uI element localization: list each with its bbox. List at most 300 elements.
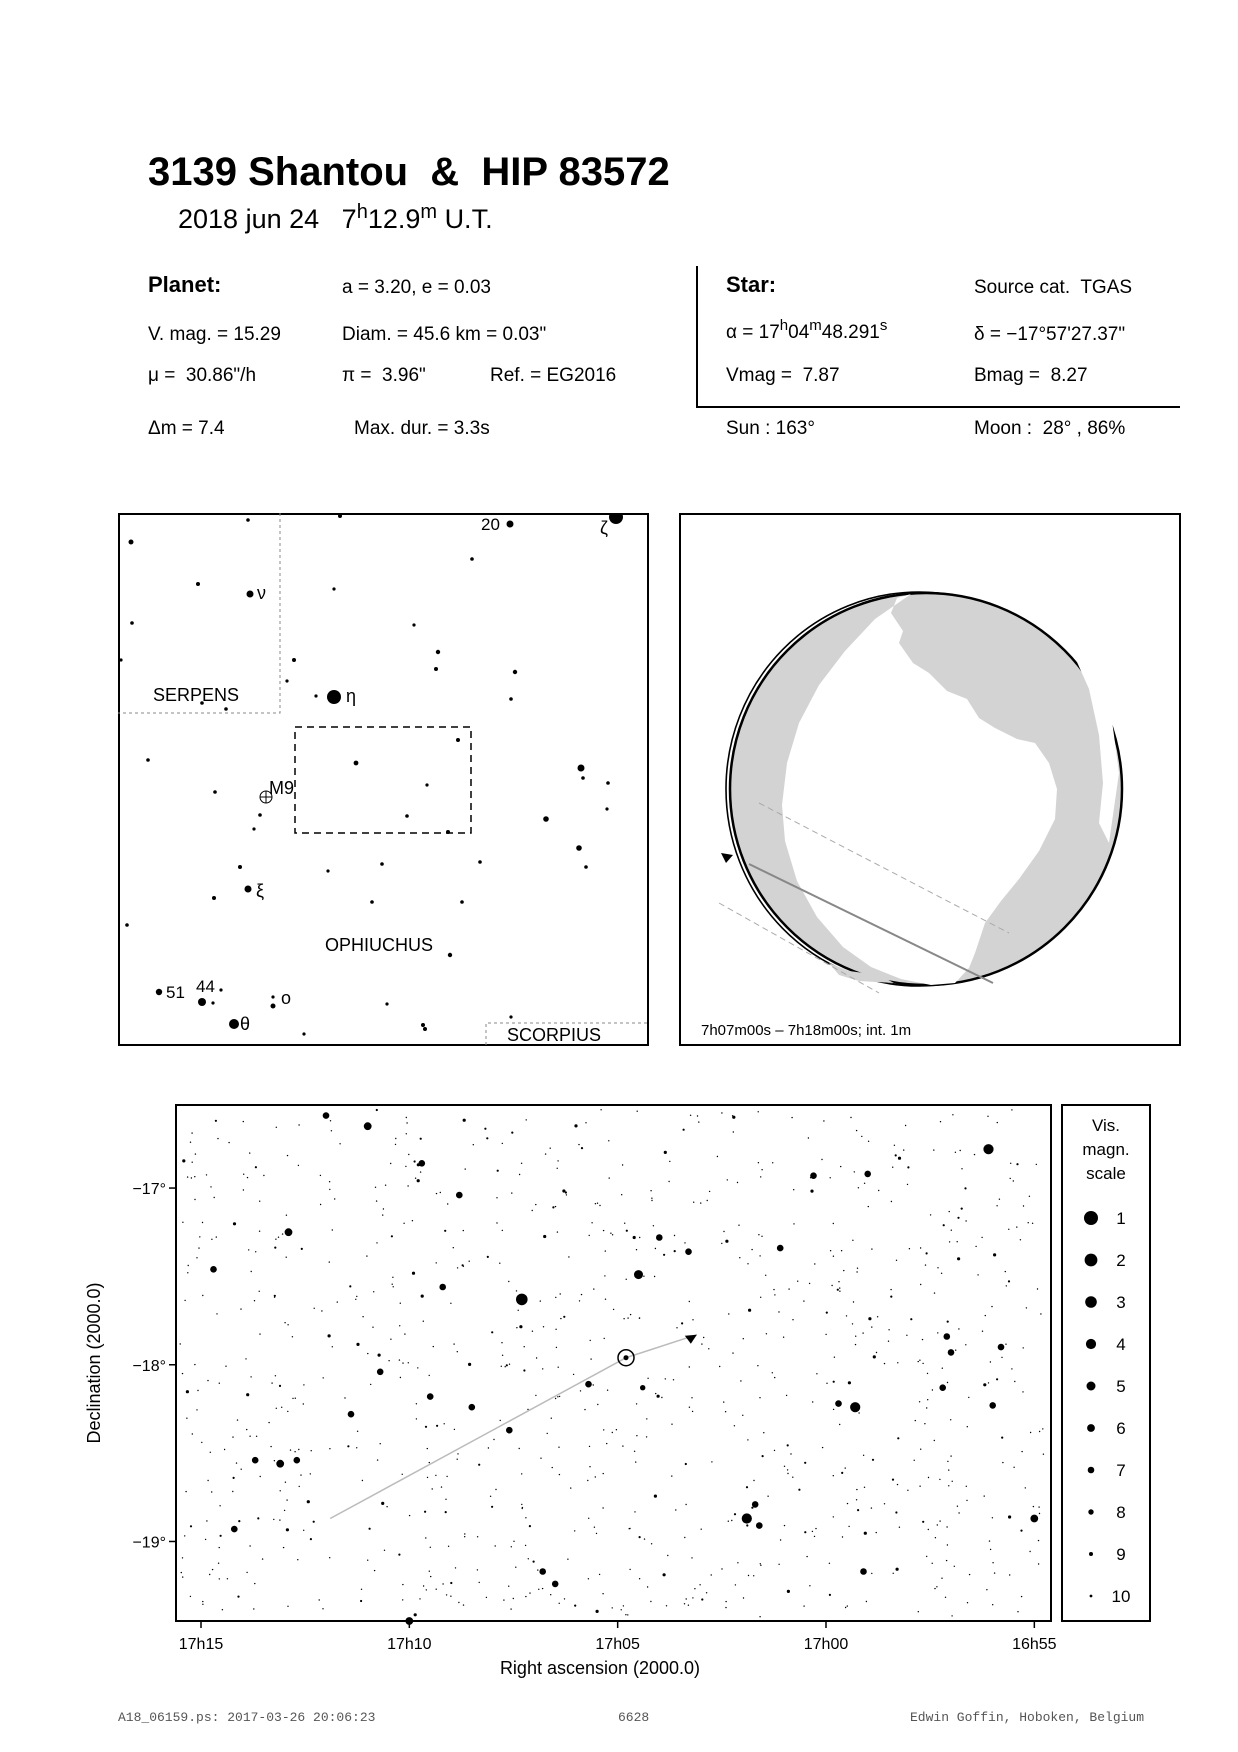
- faint-star: [833, 1223, 834, 1224]
- chart-star: [210, 1266, 217, 1273]
- faint-star: [1017, 1611, 1018, 1612]
- faint-star: [217, 1138, 218, 1139]
- faint-star: [897, 1437, 899, 1439]
- faint-star: [857, 1509, 859, 1511]
- faint-star: [295, 1398, 296, 1399]
- faint-star: [839, 1291, 840, 1292]
- faint-star: [932, 1389, 933, 1390]
- faint-star: [897, 1362, 898, 1363]
- faint-star: [402, 1474, 403, 1475]
- faint-star: [655, 1248, 656, 1249]
- faint-star: [740, 1380, 741, 1381]
- faint-star: [784, 1466, 785, 1467]
- theta-label: θ: [240, 1014, 251, 1034]
- detail-star-chart: [80, 1096, 1160, 1706]
- faint-star: [955, 1152, 956, 1153]
- faint-star: [935, 1537, 936, 1538]
- faint-star: [519, 1448, 520, 1449]
- faint-star: [232, 1436, 233, 1437]
- faint-star: [1026, 1307, 1027, 1308]
- faint-star: [602, 1593, 603, 1594]
- faint-star: [292, 1336, 293, 1337]
- faint-star: [761, 1169, 762, 1170]
- faint-star: [850, 1117, 851, 1118]
- faint-star: [966, 1500, 967, 1501]
- earth-globe: [726, 592, 1122, 986]
- faint-star: [941, 1578, 942, 1579]
- finder-star: [271, 1004, 276, 1009]
- faint-star: [214, 1197, 215, 1198]
- chart-star: [516, 1294, 528, 1306]
- faint-star: [689, 1407, 690, 1408]
- faint-star: [380, 1443, 381, 1444]
- faint-star: [833, 1381, 835, 1383]
- star-delta: δ = −17°57'27.37": [974, 324, 1126, 345]
- faint-star: [838, 1281, 839, 1282]
- faint-star: [432, 1488, 433, 1489]
- faint-star: [574, 1124, 577, 1127]
- chart-star: [810, 1172, 817, 1179]
- finder-star: [125, 923, 129, 927]
- faint-star: [955, 1350, 956, 1351]
- faint-star: [274, 1295, 276, 1297]
- star-source: Source cat. TGAS: [974, 277, 1133, 298]
- faint-star: [743, 1338, 744, 1339]
- faint-star: [1038, 1563, 1039, 1564]
- faint-star: [182, 1576, 183, 1577]
- faint-star: [1038, 1506, 1039, 1507]
- faint-star: [629, 1528, 630, 1529]
- faint-star: [495, 1545, 496, 1546]
- faint-star: [195, 1153, 196, 1154]
- faint-star: [1008, 1280, 1010, 1282]
- faint-star: [830, 1250, 831, 1251]
- faint-star: [557, 1231, 558, 1232]
- finder-star: [198, 998, 206, 1006]
- faint-star: [1016, 1163, 1018, 1165]
- faint-star: [565, 1191, 567, 1193]
- faint-star: [407, 1185, 408, 1186]
- faint-star: [905, 1125, 906, 1126]
- faint-star: [852, 1323, 853, 1324]
- faint-star: [858, 1187, 859, 1188]
- faint-star: [651, 1543, 652, 1544]
- planet-orbit: a = 3.20, e = 0.03: [342, 277, 491, 298]
- faint-star: [186, 1390, 189, 1393]
- faint-star: [733, 1131, 734, 1132]
- faint-star: [996, 1205, 997, 1206]
- faint-star: [477, 1569, 478, 1570]
- faint-star: [490, 1496, 491, 1497]
- faint-star: [550, 1148, 551, 1149]
- faint-star: [385, 1185, 386, 1186]
- faint-star: [378, 1354, 381, 1357]
- legend-title-line-3: scale: [1086, 1164, 1126, 1183]
- faint-star: [429, 1571, 430, 1572]
- faint-star: [1002, 1462, 1003, 1463]
- finder-star: [576, 845, 582, 851]
- faint-star: [392, 1277, 393, 1278]
- faint-star: [872, 1459, 874, 1461]
- faint-star: [284, 1322, 285, 1323]
- faint-star: [406, 1117, 407, 1118]
- faint-star: [395, 1138, 396, 1139]
- faint-star: [415, 1178, 416, 1179]
- faint-star: [408, 1362, 409, 1363]
- faint-star: [961, 1168, 962, 1169]
- faint-star: [516, 1327, 517, 1328]
- faint-star: [783, 1337, 784, 1338]
- faint-star: [314, 1308, 315, 1309]
- faint-star: [219, 1505, 220, 1506]
- faint-star: [647, 1586, 648, 1587]
- chart-star: [983, 1144, 993, 1154]
- moon-info: Moon : 28° , 86%: [974, 418, 1126, 439]
- faint-star: [542, 1368, 543, 1369]
- faint-star: [184, 1300, 185, 1301]
- faint-star: [301, 1248, 303, 1250]
- faint-star: [516, 1290, 517, 1291]
- faint-star: [445, 1511, 447, 1513]
- faint-star: [965, 1344, 966, 1345]
- faint-star: [262, 1558, 263, 1559]
- faint-star: [268, 1422, 269, 1423]
- finder-star: [509, 1015, 512, 1018]
- faint-star: [1006, 1285, 1007, 1286]
- faint-star: [453, 1343, 454, 1344]
- faint-star: [903, 1149, 904, 1150]
- faint-star: [732, 1352, 733, 1353]
- faint-star: [478, 1464, 480, 1466]
- faint-star: [523, 1369, 525, 1371]
- faint-star: [567, 1559, 568, 1560]
- faint-star: [758, 1111, 759, 1112]
- faint-star: [761, 1236, 762, 1237]
- faint-star: [748, 1575, 749, 1576]
- faint-star: [477, 1536, 478, 1537]
- faint-star: [427, 1448, 428, 1449]
- faint-star: [484, 1128, 486, 1130]
- faint-star: [566, 1194, 567, 1195]
- faint-star: [602, 1507, 603, 1508]
- faint-star: [665, 1378, 666, 1379]
- faint-star: [725, 1607, 726, 1608]
- faint-star: [797, 1281, 798, 1282]
- faint-star: [403, 1223, 404, 1224]
- faint-star: [1033, 1506, 1034, 1507]
- legend-label: 10: [1111, 1587, 1131, 1606]
- faint-star: [320, 1204, 321, 1205]
- faint-star: [190, 1142, 191, 1143]
- planet-parallax: π = 3.96": [342, 365, 426, 386]
- scorpius-label: SCORPIUS: [507, 1025, 602, 1045]
- faint-star: [643, 1276, 644, 1277]
- faint-star: [464, 1533, 465, 1534]
- faint-star: [815, 1528, 816, 1529]
- faint-star: [247, 1177, 248, 1178]
- faint-star: [207, 1480, 208, 1481]
- faint-star: [589, 1466, 590, 1467]
- faint-star: [205, 1539, 206, 1540]
- faint-star: [793, 1223, 794, 1224]
- faint-star: [940, 1121, 941, 1122]
- faint-star: [1029, 1551, 1030, 1552]
- faint-star: [1042, 1428, 1043, 1429]
- faint-star: [574, 1605, 576, 1607]
- faint-star: [616, 1429, 617, 1430]
- faint-star: [946, 1526, 947, 1527]
- faint-star: [508, 1586, 509, 1587]
- faint-star: [635, 1461, 636, 1462]
- faint-star: [310, 1538, 312, 1540]
- faint-star: [964, 1187, 966, 1189]
- faint-star: [509, 1364, 510, 1365]
- legend-swatch: [1089, 1552, 1093, 1556]
- faint-star: [412, 1220, 413, 1221]
- faint-star: [927, 1373, 928, 1374]
- faint-star: [587, 1480, 588, 1481]
- faint-star: [826, 1312, 828, 1314]
- faint-star: [692, 1597, 693, 1598]
- faint-star: [191, 1177, 192, 1178]
- faint-star: [589, 1446, 590, 1447]
- faint-star: [511, 1546, 512, 1547]
- faint-star: [826, 1383, 827, 1384]
- faint-star: [518, 1310, 519, 1311]
- faint-star: [243, 1174, 244, 1175]
- faint-star: [654, 1276, 655, 1277]
- faint-star: [588, 1578, 589, 1579]
- star-51-label: 51: [166, 983, 185, 1002]
- faint-star: [701, 1529, 702, 1530]
- faint-star: [788, 1288, 789, 1289]
- faint-star: [1009, 1574, 1010, 1575]
- faint-star: [590, 1358, 591, 1359]
- faint-star: [552, 1206, 554, 1208]
- faint-star: [522, 1508, 523, 1509]
- faint-star: [810, 1190, 813, 1193]
- faint-star: [772, 1162, 773, 1163]
- xi-label: ξ: [256, 881, 265, 901]
- faint-star: [533, 1561, 535, 1563]
- finder-star: [380, 862, 384, 866]
- faint-star: [290, 1449, 291, 1450]
- faint-star: [535, 1395, 536, 1396]
- chart-star: [348, 1411, 355, 1418]
- chart-star: [742, 1513, 752, 1523]
- faint-star: [334, 1198, 335, 1199]
- faint-star: [383, 1208, 384, 1209]
- faint-star: [421, 1295, 424, 1298]
- faint-star: [684, 1537, 685, 1538]
- faint-star: [634, 1511, 635, 1512]
- faint-star: [1029, 1196, 1030, 1197]
- faint-star: [707, 1200, 708, 1201]
- faint-star: [607, 1390, 608, 1391]
- finder-star: [314, 694, 317, 697]
- faint-star: [555, 1206, 556, 1207]
- faint-star: [675, 1509, 676, 1510]
- faint-star: [249, 1436, 250, 1437]
- faint-star: [997, 1122, 998, 1123]
- planet-diameter: Diam. = 45.6 km = 0.03": [342, 324, 547, 345]
- faint-star: [555, 1329, 556, 1330]
- finder-star: [478, 860, 482, 864]
- chart-star: [469, 1404, 476, 1411]
- faint-star: [864, 1487, 865, 1488]
- star-alpha: $\alpha = 17^h04^m48.291^s$: [726, 317, 888, 343]
- faint-star: [446, 1476, 447, 1477]
- faint-star: [444, 1230, 446, 1232]
- chart-star: [756, 1522, 763, 1529]
- faint-star: [271, 1382, 272, 1383]
- faint-star: [593, 1288, 594, 1289]
- faint-star: [623, 1318, 624, 1319]
- finder-star: [509, 697, 513, 701]
- faint-star: [692, 1319, 693, 1320]
- faint-star: [526, 1119, 527, 1120]
- faint-star: [551, 1418, 552, 1419]
- faint-star: [627, 1317, 628, 1318]
- faint-star: [843, 1270, 844, 1271]
- faint-star: [502, 1230, 503, 1231]
- faint-star: [560, 1318, 561, 1319]
- faint-star: [373, 1291, 374, 1292]
- faint-star: [994, 1572, 995, 1573]
- faint-star: [511, 1132, 513, 1134]
- faint-star: [920, 1449, 921, 1450]
- x-tick-label: 17h05: [595, 1636, 640, 1653]
- faint-star: [759, 1616, 760, 1617]
- faint-star: [871, 1507, 872, 1508]
- faint-star: [202, 1601, 203, 1602]
- faint-star: [647, 1378, 648, 1379]
- faint-star: [967, 1426, 968, 1427]
- faint-star: [206, 1520, 207, 1521]
- legend-label: 3: [1116, 1293, 1126, 1312]
- faint-star: [1040, 1313, 1041, 1314]
- faint-star: [725, 1411, 726, 1412]
- faint-star: [989, 1540, 990, 1541]
- faint-star: [646, 1436, 647, 1437]
- faint-star: [246, 1429, 247, 1430]
- chart-star: [640, 1385, 645, 1390]
- faint-star: [597, 1404, 598, 1405]
- finder-star: [425, 783, 428, 786]
- legend-swatch: [1088, 1467, 1095, 1474]
- faint-star: [727, 1179, 728, 1180]
- faint-star: [559, 1603, 560, 1604]
- faint-star: [639, 1578, 640, 1579]
- faint-star: [873, 1355, 876, 1358]
- finder-star: [129, 540, 134, 545]
- faint-star: [404, 1333, 405, 1334]
- faint-star: [201, 1442, 202, 1443]
- faint-star: [386, 1506, 387, 1507]
- legend-title-line-1: Vis.: [1091, 1116, 1121, 1135]
- faint-star: [543, 1235, 546, 1238]
- faint-star: [294, 1451, 295, 1452]
- faint-star: [307, 1500, 310, 1503]
- faint-star: [599, 1574, 600, 1575]
- faint-star: [734, 1513, 736, 1515]
- chart-star: [364, 1122, 372, 1130]
- finder-star: [470, 557, 474, 561]
- faint-star: [376, 1109, 378, 1111]
- faint-star: [501, 1366, 502, 1367]
- faint-star: [198, 1247, 199, 1248]
- faint-star: [606, 1443, 607, 1444]
- faint-star: [559, 1396, 560, 1397]
- faint-star: [454, 1429, 455, 1430]
- finder-star: [423, 1027, 427, 1031]
- faint-star: [603, 1230, 604, 1231]
- faint-star: [888, 1341, 889, 1342]
- faint-star: [922, 1521, 924, 1523]
- faint-star: [690, 1115, 691, 1116]
- faint-star: [463, 1266, 464, 1267]
- faint-star: [993, 1253, 996, 1256]
- faint-star: [525, 1596, 526, 1597]
- faint-star: [862, 1332, 863, 1333]
- faint-star: [209, 1574, 210, 1575]
- faint-star: [525, 1545, 526, 1546]
- finder-star: [156, 989, 162, 995]
- footer-page-number: 6628: [618, 1710, 650, 1725]
- faint-star: [1001, 1357, 1002, 1358]
- faint-star: [895, 1154, 897, 1156]
- faint-star: [303, 1403, 304, 1404]
- faint-star: [406, 1122, 407, 1123]
- chart-star: [777, 1245, 784, 1252]
- faint-star: [723, 1231, 724, 1232]
- faint-star: [224, 1449, 225, 1450]
- faint-star: [894, 1145, 895, 1146]
- faint-star: [232, 1491, 233, 1492]
- faint-star: [416, 1403, 417, 1404]
- finder-star: [338, 514, 342, 518]
- faint-star: [780, 1539, 781, 1540]
- faint-star: [1011, 1368, 1012, 1369]
- faint-star: [356, 1343, 359, 1346]
- faint-star: [829, 1594, 831, 1596]
- finder-star: [448, 953, 452, 957]
- faint-star: [846, 1315, 847, 1316]
- faint-star: [985, 1315, 986, 1316]
- faint-star: [1025, 1487, 1026, 1488]
- faint-star: [767, 1496, 768, 1497]
- faint-star: [423, 1321, 424, 1322]
- faint-star: [853, 1301, 854, 1302]
- faint-star: [430, 1547, 431, 1548]
- faint-star: [708, 1348, 709, 1349]
- faint-star: [281, 1407, 282, 1408]
- chart-star: [656, 1234, 663, 1241]
- faint-star: [833, 1256, 834, 1257]
- faint-star: [804, 1462, 806, 1464]
- faint-star: [839, 1424, 840, 1425]
- y-tick-label: −19°: [132, 1534, 166, 1552]
- faint-star: [320, 1175, 321, 1176]
- faint-star: [774, 1377, 775, 1378]
- faint-star: [1008, 1515, 1011, 1518]
- faint-star: [1037, 1288, 1038, 1289]
- faint-star: [402, 1599, 403, 1600]
- chart-star: [294, 1457, 301, 1464]
- y-axis-ticks: [132, 1181, 176, 1551]
- star-20-label: 20: [481, 515, 500, 534]
- faint-star: [486, 1597, 487, 1598]
